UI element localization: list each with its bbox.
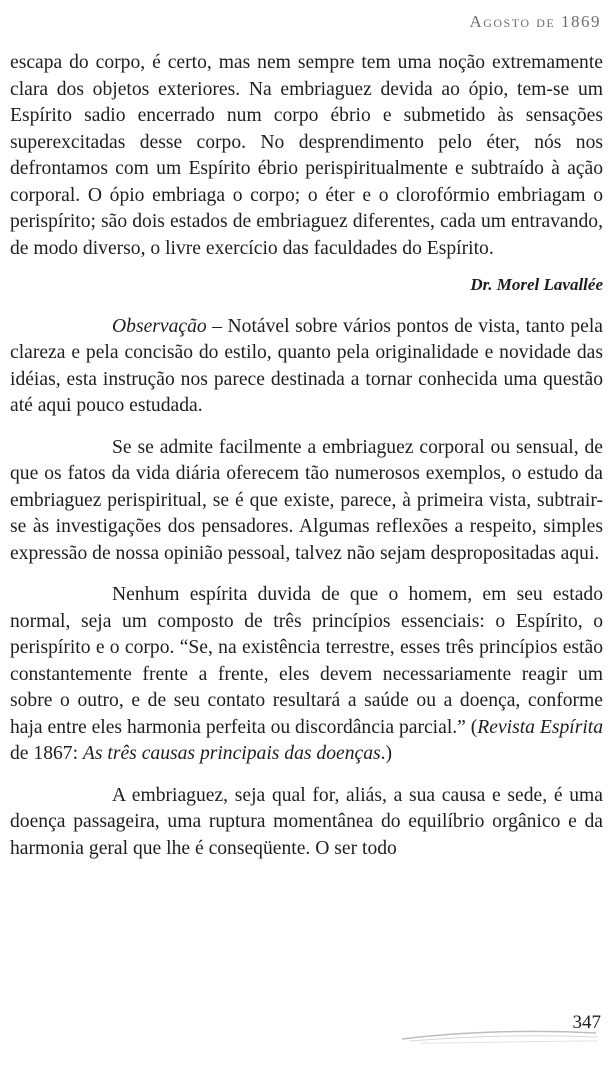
observation-label: Observação (112, 315, 207, 337)
journal-year: de 1867: (10, 743, 83, 764)
paragraph-continued: escapa do corpo, é certo, mas nem sempre tem uma noção extremamente clara dos objetos exteriores. Na embriaguez devida ao ópio, tem-se um Espírito sadio encerrado num corpo ébrio e submetido às sensações superexcitadas desse corpo. No desprendimento pelo éter, nós nos defrontamos com um Espírito ébrio perispiritualmente e subtraído à ação corporal. O ópio embriaga o corpo; o éter e o clorofórmio embriagam o perispírito; são dois estados de embriaguez diferentes, cada um entravando, de modo diverso, o livre exercício das faculdades do Espírito. (10, 52, 603, 259)
page-footer (0, 1005, 611, 1065)
journal-title: Revista Espírita (477, 716, 604, 738)
observation-text: – Notável sobre vários pontos de vista, tanto pela clareza e pela concisão do estilo, quanto pela originalidade e novidade das idéias, esta instrução nos parece destinada a tornar conhecida uma questão até aqui pouco estudada. (10, 315, 603, 416)
paragraph-drunkenness: A embriaguez, seja qual for, aliás, a sua causa e sede, é uma doença passageira, uma ruptura momentânea do equilíbrio orgânico e da harmonia geral que lhe é conseqüente. O ser todo (10, 784, 603, 859)
paragraph-reflections: Se se admite facilmente a embriaguez corporal ou sensual, de que os fatos da vida diária oferecem tão numerosos exemplos, o estudo da embriaguez perispiritual, se é que existe, parece, à primeira vista, subtrair-se às investigações dos pensadores. Algumas reflexões a respeito, simples expressão de nossa opinião pessoal, talvez não sejam despropositadas aqui. (10, 436, 603, 564)
page-number: 347 (572, 1012, 601, 1033)
running-head: Agosto de 1869 (469, 12, 601, 31)
article-title: As três causas principais das doenças (82, 743, 381, 764)
paragraph-three-principles (10, 582, 603, 768)
author-signature: Dr. Morel Lavallée (470, 275, 603, 294)
page-body (10, 50, 603, 877)
swoosh-ornament (400, 1009, 600, 1049)
citation-close: .) (380, 743, 393, 764)
quote-text: Nenhum espírita duvida de que o homem, em seu estado normal, seja um composto de três princípios essenciais: o Espírito, o perispírito e o corpo. “Se, na existência terrestre, esses três princípios estão constantemente frente a frente, eles devem necessariamente reagir um sobre o outro, e de seu contato resultará a saúde ou a doença, conforme haja entre eles harmonia perfeita ou discordância parcial.” ( (10, 584, 603, 738)
paragraph-observation (10, 314, 603, 420)
